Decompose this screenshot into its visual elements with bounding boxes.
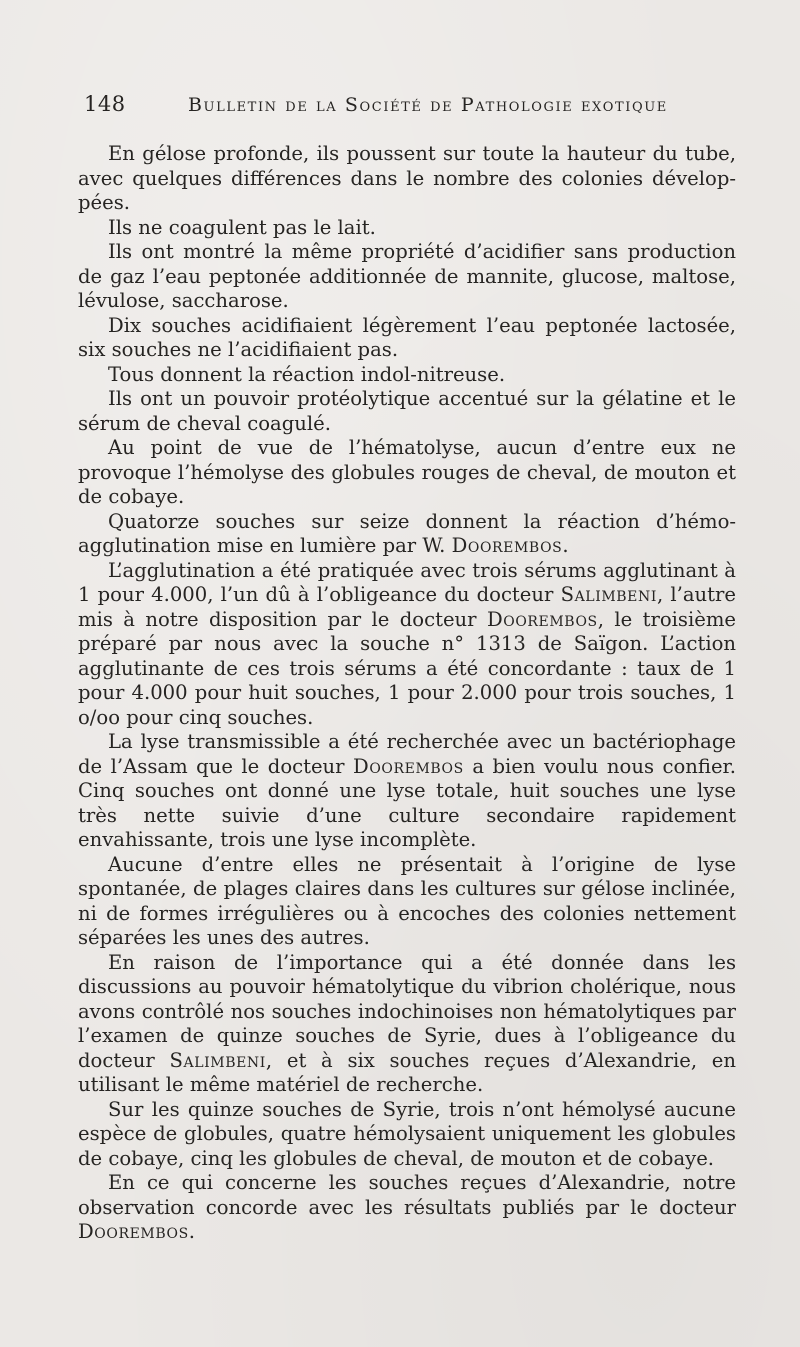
text-run: . [188, 1220, 196, 1243]
author-name: Salimbeni [169, 1048, 266, 1072]
text-run: Quatorze souches sur seize donnent la réaction d’hémo-agglutination mise en lumière par W. [78, 509, 736, 557]
paragraph [78, 314, 736, 363]
paragraph [78, 363, 736, 388]
paragraph [78, 142, 736, 216]
paragraph [78, 730, 736, 853]
text-run: a bien voulu nous confier. Cinq souches ont donné une lyse totale, huit souches une lyse très nette suivie d’une culture secondaire rapidement envahissante, trois une lyse incomplète. [78, 754, 736, 851]
text-run: Ils ont un pouvoir protéolytique accentué sur la gélatine et le sérum de cheval coagulé. [78, 387, 736, 435]
paragraph [78, 1098, 736, 1172]
text-run: Ils ne coagulent pas le lait. [108, 215, 376, 239]
text-run: Dix souches acidifiaient légèrement l’eau peptonée lactosée, six souches ne l’acidifiaient pas. [78, 313, 736, 361]
text-run: L’agglutination a été pratiquée avec trois sérums agglutinant à 1 pour 4.000, l’un dû à l’obligeance du docteur [78, 558, 736, 606]
text-run: , l’autre mis à notre disposition par le docteur [78, 583, 736, 631]
paragraph [78, 436, 736, 510]
paragraph [78, 387, 736, 436]
text-run: Aucune d’entre elles ne présentait à l’origine de lyse spontanée, de plages claires dans les cultures sur gélose inclinée, ni de formes irrégulières ou à encoches des colonies nettement séparées les unes des autres. [78, 852, 736, 949]
paragraph [78, 510, 736, 559]
page-number: 148 [84, 92, 126, 116]
running-title: Bulletin de la Société de Pathologie exotique [188, 94, 668, 116]
text-run: En raison de l’importance qui a été donnée dans les discussions au pouvoir hématolytique du vibrion cholérique, nous avons contrôlé nos souches indochinoises non hématolytiques par l’examen de quinze souches de Syrie, dues à l’obligeance du docteur [78, 950, 736, 1072]
paragraph [78, 853, 736, 951]
text-run: , le troisième préparé par nous avec la souche n° 1313 de Saïgon. L’action agglutinante de ces trois sérums a été concordante : taux de 1 pour 4.000 pour huit souches, 1 pour 2.000 pour trois souches, 1 o/oo pour cinq souches. [78, 607, 737, 729]
author-name: Salimbeni [560, 583, 657, 606]
paragraph [78, 240, 736, 314]
text-run: Tous donnent la réaction indol-nitreuse. [108, 362, 506, 386]
page-header [84, 92, 732, 122]
paragraph [78, 216, 736, 241]
text-run: Sur les quinze souches de Syrie, trois n’ont hémolysé aucune espèce de globules, quatre hémolysaient uniquement les globules de cobaye, cinq les globules de cheval, de mouton et de cobaye. [78, 1097, 736, 1170]
author-name: Doorembos [451, 534, 563, 557]
text-run: , et à six souches reçues d’Alexandrie, en utilisant le même matériel de recherche. [78, 1048, 736, 1096]
paragraph [78, 951, 736, 1098]
author-name: Doorembos [486, 607, 598, 631]
text-run: Ils ont montré la même propriété d’acidifier sans production de gaz l’eau peptonée additionnée de mannite, glucose, maltose, lévulose, saccharose. [78, 240, 736, 312]
text-run: En gélose profonde, ils poussent sur toute la hauteur du tube, avec quelques différences dans le nombre des colonies développées. [78, 142, 736, 214]
text-run: En ce qui concerne les souches reçues d’Alexandrie, notre observation concorde avec les résultats publiés par le docteur [78, 1171, 736, 1219]
paragraph [78, 1171, 736, 1245]
body-text [78, 142, 736, 1245]
author-name: Doorembos [78, 1220, 189, 1243]
text-run: . [562, 534, 569, 557]
text-run: La lyse transmissible a été recherchée avec un bactériophage de l’Assam que le docteur [78, 730, 736, 778]
paragraph [78, 559, 736, 731]
text-run: Au point de vue de l’hématolyse, aucun d’entre eux ne provoque l’hémolyse des globules rouges de cheval, de mouton et de cobaye. [78, 436, 736, 508]
author-name: Doorembos [353, 754, 464, 778]
